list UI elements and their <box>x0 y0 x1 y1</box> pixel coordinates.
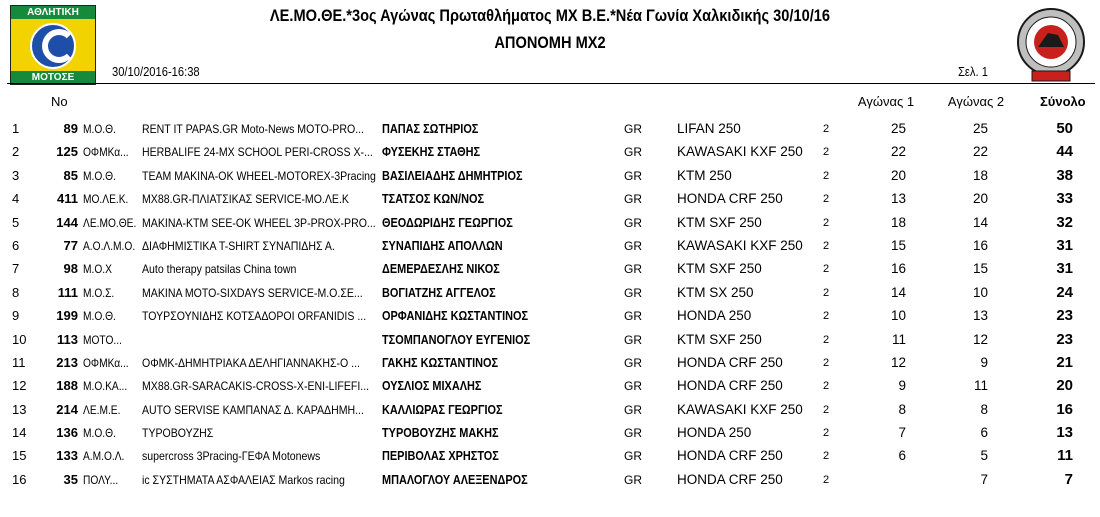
cell-club: ΜΟΤΟ... <box>83 332 122 347</box>
cell-rider-number: 89 <box>63 121 78 136</box>
cell-team: RENT IT PAPAS.GR Moto-News MOTO-PRO... <box>142 122 364 136</box>
cell-rider-name: ΠΕΡΙΒΟΛΑΣ ΧΡΗΣΤΟΣ <box>382 448 499 464</box>
table-row <box>0 187 1100 210</box>
cell-team: MX88.GR-ΠΛΙΑΤΣΙΚΑΣ SERVICE-ΜΟ.ΛΕ.Κ <box>142 192 349 207</box>
cell-rider-number: 85 <box>63 167 78 183</box>
cell-club: ΟΦΜΚα... <box>83 355 129 370</box>
cell-club: Α.Μ.Ο.Λ. <box>83 449 125 464</box>
cell-team: AUTO SERVISE ΚΑΜΠΑΝΑΣ Δ. ΚΑΡΑΔΗΜΗ... <box>142 402 364 417</box>
cell-race2-points: 25 <box>972 121 988 136</box>
table-row <box>0 444 1100 467</box>
cell-rider-number: 125 <box>56 144 78 160</box>
cell-nationality: GR <box>624 262 642 277</box>
cell-nationality: GR <box>624 332 642 347</box>
cell-total-points: 7 <box>1064 470 1073 488</box>
cell-class: 2 <box>823 403 830 416</box>
cell-motorcycle: KTM SX 250 <box>677 284 754 300</box>
cell-motorcycle: HONDA CRF 250 <box>677 471 783 487</box>
cell-motorcycle: KTM SXF 250 <box>677 261 762 277</box>
cell-rider-name: ΤΣΟΜΠΑΝΟΓΛΟΥ ΕΥΓΕΝΙΟΣ <box>382 331 531 347</box>
table-row <box>0 234 1100 257</box>
cell-team: MX88.GR-SARACAKIS-CROSS-X-ENI-LIFEFI... <box>142 379 370 394</box>
cell-total-points: 13 <box>1056 424 1073 442</box>
cell-rider-name: ΤΣΑΤΣΟΣ ΚΩΝ/ΝΟΣ <box>382 191 485 207</box>
cell-rider-number: 188 <box>56 378 78 394</box>
column-header-no: No <box>51 94 68 109</box>
table-row <box>0 351 1100 374</box>
cell-position: 6 <box>12 237 20 253</box>
cell-race2-points: 12 <box>972 331 988 347</box>
cell-position: 12 <box>12 378 27 394</box>
cell-nationality: GR <box>624 122 642 136</box>
cell-nationality: GR <box>624 145 642 160</box>
cell-total-points: 31 <box>1056 236 1073 254</box>
cell-race1-points: 9 <box>898 378 906 394</box>
emblem-ribbon <box>1032 71 1070 81</box>
cell-team: Auto therapy patsilas China town <box>142 262 297 277</box>
cell-position: 16 <box>12 471 27 487</box>
cell-class: 2 <box>823 239 830 252</box>
cell-race2-points: 20 <box>972 191 988 207</box>
table-row <box>0 398 1100 421</box>
cell-class: 2 <box>823 123 830 135</box>
cell-motorcycle: KTM 250 <box>677 167 732 183</box>
cell-nationality: GR <box>624 238 642 253</box>
cell-club: Μ.Ο.Χ <box>83 262 112 277</box>
table-row <box>0 164 1100 187</box>
cell-class: 2 <box>823 216 830 229</box>
cell-team: MAKINA MOTO-SIXDAYS SERVICE-Μ.Ο.ΣΕ... <box>142 285 363 300</box>
cell-nationality: GR <box>624 168 642 183</box>
cell-nationality: GR <box>624 402 642 417</box>
cell-race2-points: 7 <box>980 471 988 487</box>
cell-race2-points: 11 <box>973 378 988 394</box>
cell-team: ΟΦΜΚ-ΔΗΜΗΤΡΙΑΚΑ ΔΕΛΗΓΙΑΝΝΑΚΗΣ-Ο ... <box>142 355 360 370</box>
cell-total-points: 11 <box>1057 447 1073 465</box>
cell-total-points: 20 <box>1056 377 1073 395</box>
cell-position: 5 <box>12 214 20 230</box>
cell-rider-name: ΦΥΣΕΚΗΣ ΣΤΑΘΗΣ <box>382 144 481 160</box>
cell-rider-name: ΟΡΦΑΝΙΔΗΣ ΚΩΣΤΑΝΤΙΝΟΣ <box>382 308 529 324</box>
logo-athlitiki-motoe <box>10 5 96 85</box>
table-row <box>0 328 1100 351</box>
cell-club: Μ.Ο.Θ. <box>83 168 116 183</box>
cell-rider-number: 113 <box>57 331 78 347</box>
cell-team: MAKINA-KTM SEE-OK WHEEL 3P-PROX-PRO... <box>142 215 376 230</box>
cell-nationality: GR <box>624 309 642 324</box>
cell-club: Α.Ο.Λ.Μ.Ο. <box>83 238 136 253</box>
cell-rider-number: 98 <box>63 261 78 277</box>
table-row <box>0 117 1100 140</box>
cell-motorcycle: HONDA CRF 250 <box>677 354 783 370</box>
cell-race1-points: 14 <box>890 284 906 300</box>
cell-total-points: 44 <box>1056 143 1073 161</box>
cell-race2-points: 15 <box>972 261 988 277</box>
cell-race2-points: 10 <box>972 284 988 300</box>
cell-race1-points: 20 <box>890 167 906 183</box>
cell-club: Μ.Ο.ΚΑ... <box>83 379 128 394</box>
cell-race2-points: 16 <box>972 237 988 253</box>
table-row <box>0 304 1100 327</box>
table-row <box>0 257 1100 280</box>
cell-nationality: GR <box>624 215 642 230</box>
page-title: ΛΕ.ΜΟ.ΘΕ.*3ος Αγώνας Πρωταθλήματος MX B.E.*Νέα Γωνία Χαλκιδικής 30/10/16 <box>269 6 831 25</box>
cell-position: 1 <box>12 121 20 136</box>
cell-motorcycle: LIFAN 250 <box>677 121 741 136</box>
cell-race1-points: 6 <box>898 448 906 464</box>
cell-total-points: 21 <box>1056 353 1073 371</box>
cell-class: 2 <box>823 146 830 159</box>
cell-team: HERBALIFE 24-MX SCHOOL PERI-CROSS X-... <box>142 145 373 160</box>
cell-motorcycle: KTM SXF 250 <box>677 331 762 347</box>
cell-motorcycle: HONDA CRF 250 <box>677 378 783 394</box>
cell-class: 2 <box>823 450 830 463</box>
table-row <box>0 421 1100 444</box>
cell-class: 2 <box>823 427 830 440</box>
cell-motorcycle: HONDA CRF 250 <box>677 448 783 464</box>
cell-race1-points: 7 <box>898 425 906 441</box>
cell-position: 14 <box>12 425 27 441</box>
cell-rider-name: ΒΑΣΙΛΕΙΑΔΗΣ ΔΗΜΗΤΡΙΟΣ <box>382 167 523 183</box>
cell-motorcycle: KAWASAKI KXF 250 <box>677 237 803 253</box>
cell-race1-points: 18 <box>890 214 906 230</box>
cell-rider-name: ΣΥΝΑΠΙΔΗΣ ΑΠΟΛΛΩΝ <box>382 237 503 253</box>
cell-rider-number: 111 <box>57 284 78 300</box>
cell-class: 2 <box>823 356 830 369</box>
page-subtitle: ΑΠΟΝΟΜΗ MX2 <box>494 33 606 52</box>
logo-bottom-text: ΜΟΤΟΣΕ <box>11 71 95 84</box>
cell-team: ΤΟΥΡΣΟΥΝΙΔΗΣ ΚΟΤΣΑΔΟΡΟΙ ORFANIDIS ... <box>142 309 367 324</box>
cell-rider-number: 77 <box>63 237 78 253</box>
cell-race2-points: 5 <box>980 448 988 464</box>
cell-nationality: GR <box>624 472 642 487</box>
table-row <box>0 468 1100 491</box>
cell-race1-points: 22 <box>890 144 906 160</box>
logo-club-emblem <box>1010 5 1092 83</box>
cell-nationality: GR <box>624 355 642 370</box>
table-row <box>0 374 1100 397</box>
cell-rider-number: 144 <box>56 214 78 230</box>
cell-team: TEAM MAKINA-OK WHEEL-MOTOREX-3Pracing <box>142 168 376 183</box>
cell-nationality: GR <box>624 449 642 464</box>
cell-class: 2 <box>823 263 830 276</box>
cell-nationality: GR <box>624 379 642 394</box>
cell-race1-points: 12 <box>890 354 906 370</box>
cell-class: 2 <box>823 193 830 206</box>
cell-position: 8 <box>12 284 20 300</box>
cell-motorcycle: HONDA CRF 250 <box>677 191 783 207</box>
cell-rider-number: 213 <box>56 354 78 370</box>
cell-position: 3 <box>12 167 20 183</box>
cell-class: 2 <box>823 286 830 299</box>
print-datetime: 30/10/2016-16:38 <box>112 64 200 79</box>
cell-position: 7 <box>12 261 20 277</box>
cell-rider-name: ΔΕΜΕΡΔΕΣΛΗΣ ΝΙΚΟΣ <box>382 261 500 277</box>
cell-total-points: 32 <box>1056 213 1073 231</box>
cell-class: 2 <box>823 473 830 486</box>
cell-team: ic ΣΥΣΤΗΜΑΤΑ ΑΣΦΑΛΕΙΑΣ Markos racing <box>142 472 345 487</box>
page-number: Σελ. 1 <box>958 64 988 79</box>
cell-total-points: 23 <box>1056 307 1073 325</box>
results-table <box>0 117 1100 491</box>
cell-rider-name: ΓΑΚΗΣ ΚΩΣΤΑΝΤΙΝΟΣ <box>382 354 499 370</box>
cell-club: ΜΟ.ΛΕ.Κ. <box>83 192 129 207</box>
table-row <box>0 140 1100 163</box>
cell-race1-points: 13 <box>890 191 906 207</box>
cell-motorcycle: KTM SXF 250 <box>677 214 762 230</box>
cell-rider-number: 136 <box>56 425 78 441</box>
cell-nationality: GR <box>624 426 642 441</box>
cell-race2-points: 14 <box>972 214 988 230</box>
cell-rider-name: ΚΑΛΛΙΩΡΑΣ ΓΕΩΡΓΙΟΣ <box>382 401 503 417</box>
cell-position: 13 <box>12 401 27 417</box>
cell-rider-number: 133 <box>56 448 78 464</box>
cell-team: supercross 3Pracing-ΓΕΦΑ Motonews <box>142 449 321 464</box>
cell-race1-points: 11 <box>891 331 906 347</box>
cell-rider-number: 199 <box>56 308 78 324</box>
table-row <box>0 211 1100 234</box>
cell-race1-points: 25 <box>890 121 906 136</box>
cell-team: ΤΥΡΟΒΟΥΖΗΣ <box>142 426 214 441</box>
logo-top-text: ΑΘΛΗΤΙΚΗ <box>11 6 95 19</box>
column-header-race2: Αγώνας 2 <box>947 94 1005 109</box>
cell-position: 4 <box>12 191 20 207</box>
cell-race1-points: 8 <box>898 401 906 417</box>
cell-class: 2 <box>823 333 830 346</box>
cell-race1-points: 16 <box>890 261 906 277</box>
cell-position: 10 <box>12 331 27 347</box>
cell-rider-name: ΤΥΡΟΒΟΥΖΗΣ ΜΑΚΗΣ <box>382 425 499 441</box>
cell-rider-name: ΒΟΓΙΑΤΖΗΣ ΑΓΓΕΛΟΣ <box>382 284 496 300</box>
cell-club: Μ.Ο.Σ. <box>83 285 115 300</box>
cell-position: 2 <box>12 144 20 160</box>
cell-club: ΛΕ.ΜΟ.ΘΕ. <box>83 215 137 230</box>
cell-race2-points: 8 <box>980 401 988 417</box>
cell-race2-points: 6 <box>980 425 988 441</box>
cell-motorcycle: KAWASAKI KXF 250 <box>677 144 803 160</box>
header-divider <box>7 83 1095 84</box>
cell-club: Μ.Ο.Θ. <box>83 426 116 441</box>
cell-position: 15 <box>12 448 27 464</box>
cell-race2-points: 13 <box>972 308 988 324</box>
cell-motorcycle: HONDA 250 <box>677 425 752 441</box>
cell-club: Μ.Ο.Θ. <box>83 122 116 136</box>
column-header-race1: Αγώνας 1 <box>857 94 915 109</box>
cell-race1-points: 15 <box>890 237 906 253</box>
cell-race2-points: 18 <box>972 167 988 183</box>
cell-total-points: 33 <box>1056 190 1073 208</box>
cell-total-points: 23 <box>1056 330 1073 348</box>
cell-total-points: 50 <box>1056 120 1073 137</box>
cell-race1-points: 10 <box>890 308 906 324</box>
cell-nationality: GR <box>624 192 642 207</box>
cell-rider-number: 35 <box>63 471 78 487</box>
cell-class: 2 <box>823 310 830 323</box>
cell-class: 2 <box>823 380 830 393</box>
cell-club: Μ.Ο.Θ. <box>83 309 116 324</box>
cell-total-points: 38 <box>1056 166 1073 184</box>
cell-position: 11 <box>12 354 26 370</box>
cell-motorcycle: HONDA 250 <box>677 308 752 324</box>
cell-total-points: 16 <box>1056 400 1073 418</box>
cell-rider-number: 411 <box>57 191 78 207</box>
cell-rider-number: 214 <box>56 401 78 417</box>
cell-total-points: 31 <box>1056 260 1073 278</box>
cell-class: 2 <box>823 169 830 182</box>
column-header-total: Σύνολο <box>1040 94 1086 109</box>
cell-nationality: GR <box>624 285 642 300</box>
logo-g-icon <box>42 29 76 63</box>
cell-rider-name: ΘΕΟΔΩΡΙΔΗΣ ΓΕΩΡΓΙΟΣ <box>382 214 513 230</box>
cell-total-points: 24 <box>1056 283 1073 301</box>
cell-rider-name: ΟΥΣΛΙΟΣ ΜΙΧΑΛΗΣ <box>382 378 482 394</box>
cell-race2-points: 9 <box>980 354 988 370</box>
cell-rider-name: ΠΑΠΑΣ ΣΩΤΗΡΙΟΣ <box>382 121 479 136</box>
cell-rider-name: ΜΠΑΛΟΓΛΟΥ ΑΛΕΞΕΝΔΡΟΣ <box>382 471 528 487</box>
table-row <box>0 281 1100 304</box>
cell-club: ΛΕ.Μ.Ε. <box>83 402 121 417</box>
cell-motorcycle: KAWASAKI KXF 250 <box>677 401 803 417</box>
cell-club: ΠΟΛΥ... <box>83 472 119 487</box>
cell-race2-points: 22 <box>972 144 988 160</box>
cell-position: 9 <box>12 308 20 324</box>
cell-team: ΔΙΑΦΗΜΙΣΤΙΚΑ T-SHIRT ΣΥΝΑΠΙΔΗΣ Α. <box>142 238 335 253</box>
cell-club: ΟΦΜΚα... <box>83 145 129 160</box>
